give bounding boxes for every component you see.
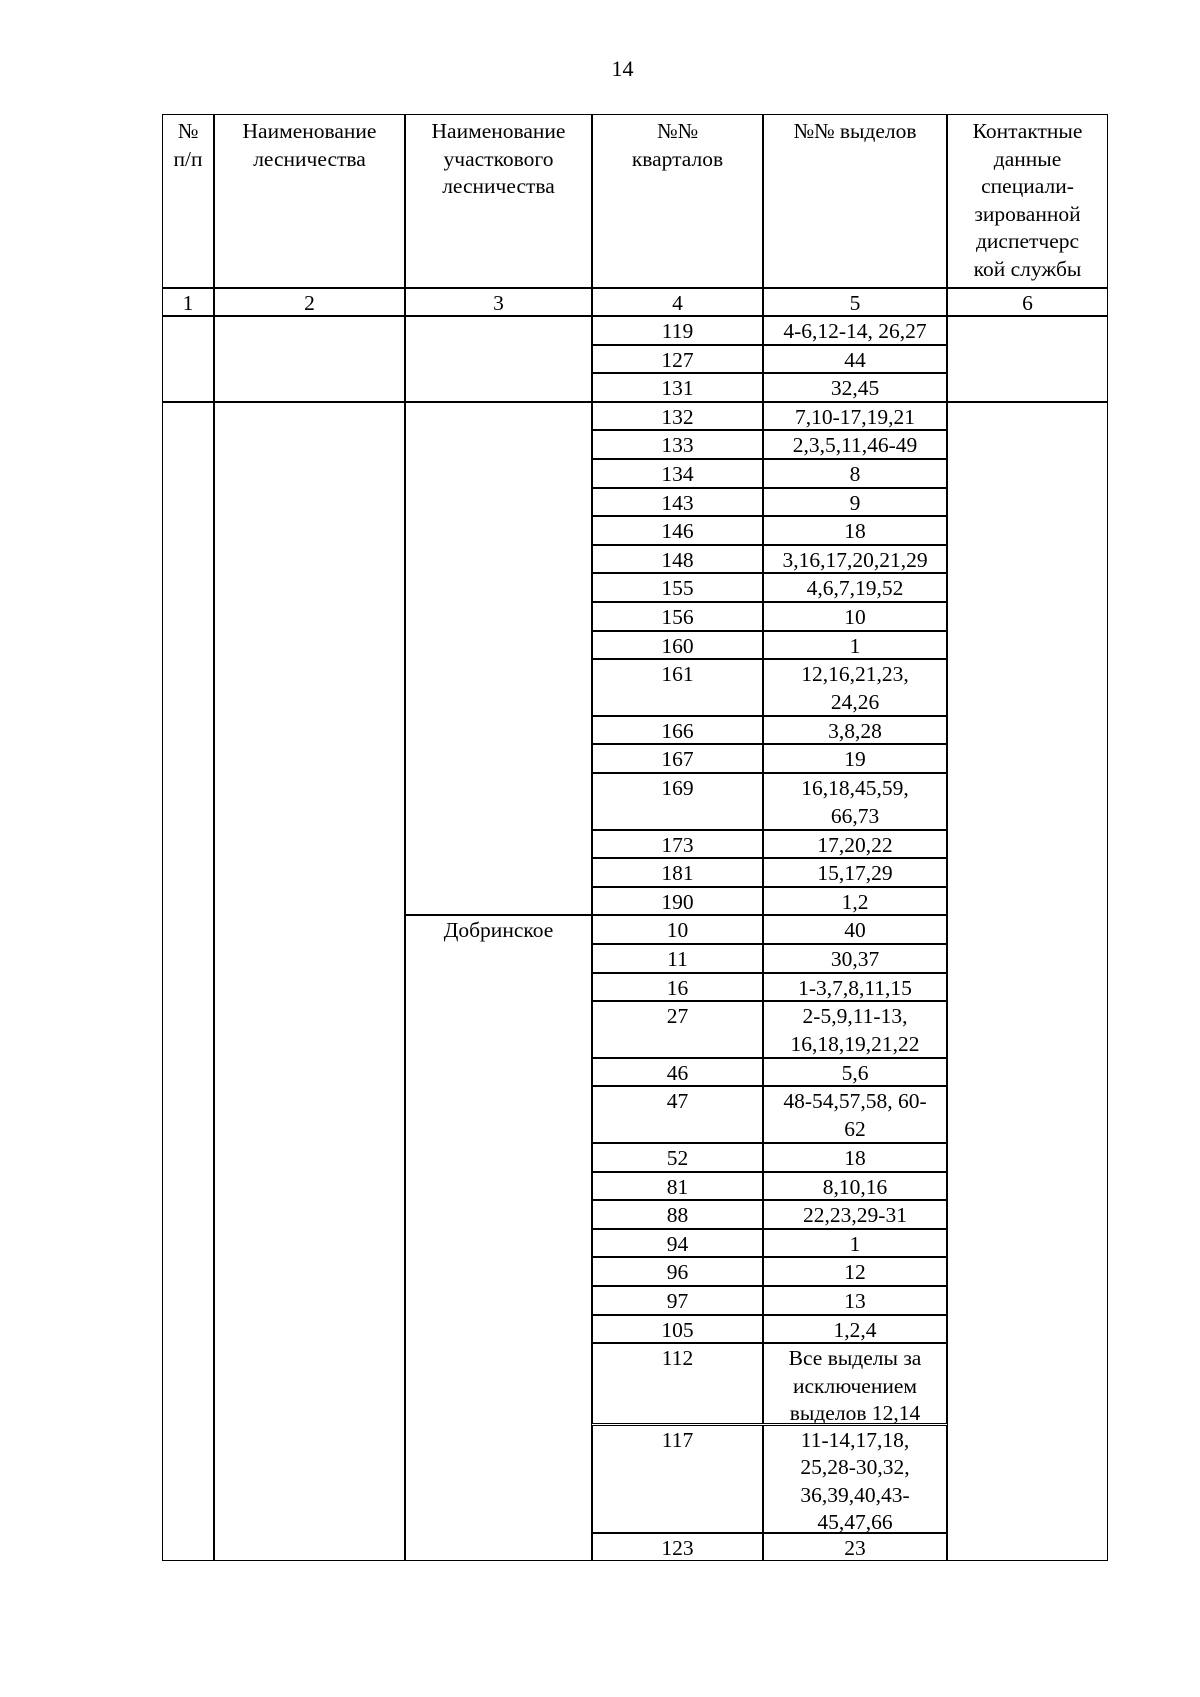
kvartal-cell: 117 <box>592 1425 763 1533</box>
kvartal-cell: 97 <box>592 1286 763 1315</box>
vydely-cell: 12,16,21,23, 24,26 <box>763 659 947 716</box>
vydely-cell: 9 <box>763 488 947 517</box>
kvartal-cell: 146 <box>592 516 763 545</box>
kvartal-cell: 133 <box>592 430 763 459</box>
kvartal-cell: 112 <box>592 1343 763 1424</box>
vydely-cell: 8 <box>763 459 947 488</box>
vydely-cell: 22,23,29-31 <box>763 1200 947 1229</box>
kvartal-cell: 167 <box>592 744 763 773</box>
kvartal-cell: 127 <box>592 345 763 374</box>
kvartal-cell: 131 <box>592 373 763 402</box>
vydely-cell: 4-6,12-14, 26,27 <box>763 316 947 345</box>
header-col2: Наименование лесничества <box>214 114 405 288</box>
vydely-cell: 23 <box>763 1533 947 1562</box>
vydely-cell: 1 <box>763 1229 947 1258</box>
vydely-cell: 11-14,17,18, 25,28-30,32, 36,39,40,43- 45,47,66 <box>763 1425 947 1533</box>
vydely-cell: 4,6,7,19,52 <box>763 573 947 602</box>
kvartal-cell: 156 <box>592 602 763 631</box>
section-a-contacts <box>947 316 1108 402</box>
vydely-cell: 1,2,4 <box>763 1315 947 1344</box>
vydely-cell: 3,8,28 <box>763 716 947 745</box>
column-number: 3 <box>405 288 592 316</box>
kvartal-cell: 16 <box>592 973 763 1002</box>
vydely-cell: 2,3,5,11,46-49 <box>763 430 947 459</box>
section-a-number <box>162 316 214 402</box>
kvartal-cell: 47 <box>592 1086 763 1143</box>
vydely-cell: 16,18,45,59, 66,73 <box>763 773 947 830</box>
kvartal-cell: 119 <box>592 316 763 345</box>
kvartal-cell: 94 <box>592 1229 763 1258</box>
page-number: 14 <box>611 56 634 81</box>
vydely-cell: 32,45 <box>763 373 947 402</box>
vydely-cell: 13 <box>763 1286 947 1315</box>
vydely-cell: 1-3,7,8,11,15 <box>763 973 947 1002</box>
kvartal-cell: 181 <box>592 858 763 887</box>
header-col3: Наименование участкового лесничества <box>405 114 592 288</box>
kvartal-cell: 155 <box>592 573 763 602</box>
header-col1: № п/п <box>162 114 214 288</box>
kvartal-cell: 169 <box>592 773 763 830</box>
vydely-cell: 48-54,57,58, 60- 62 <box>763 1086 947 1143</box>
kvartal-cell: 11 <box>592 944 763 973</box>
kvartal-cell: 132 <box>592 402 763 431</box>
vydely-cell: 8,10,16 <box>763 1172 947 1201</box>
kvartal-cell: 10 <box>592 915 763 944</box>
vydely-cell: 18 <box>763 516 947 545</box>
vydely-cell: 19 <box>763 744 947 773</box>
kvartal-cell: 88 <box>592 1200 763 1229</box>
kvartal-cell: 173 <box>592 830 763 859</box>
kvartal-cell: 81 <box>592 1172 763 1201</box>
kvartal-cell: 134 <box>592 459 763 488</box>
kvartal-cell: 143 <box>592 488 763 517</box>
column-number: 2 <box>214 288 405 316</box>
vydely-cell: 7,10-17,19,21 <box>763 402 947 431</box>
kvartal-cell: 52 <box>592 1143 763 1172</box>
vydely-cell: 15,17,29 <box>763 858 947 887</box>
vydely-cell: Все выделы за исключением выделов 12,14 <box>763 1343 947 1424</box>
section-b-contacts <box>947 402 1108 1562</box>
kvartal-cell: 190 <box>592 887 763 916</box>
vydely-cell: 5,6 <box>763 1058 947 1087</box>
column-number: 5 <box>763 288 947 316</box>
header-col4: №№ кварталов <box>592 114 763 288</box>
vydely-cell: 1,2 <box>763 887 947 916</box>
vydely-cell: 3,16,17,20,21,29 <box>763 545 947 574</box>
section-a-lesnichestvo <box>214 316 405 402</box>
section-a-uchastkovoe <box>405 316 592 402</box>
vydely-cell: 40 <box>763 915 947 944</box>
section-b-uchastkovoe-1 <box>405 402 592 916</box>
section-b-number <box>162 402 214 1562</box>
vydely-cell: 12 <box>763 1257 947 1286</box>
vydely-cell: 1 <box>763 631 947 660</box>
kvartal-cell: 166 <box>592 716 763 745</box>
kvartal-cell: 27 <box>592 1001 763 1058</box>
kvartal-cell: 105 <box>592 1315 763 1344</box>
header-col6: Контактные данные специали- зированной диспетчерс кой службы <box>947 114 1108 288</box>
vydely-cell: 44 <box>763 345 947 374</box>
kvartal-cell: 96 <box>592 1257 763 1286</box>
kvartal-cell: 160 <box>592 631 763 660</box>
vydely-cell: 17,20,22 <box>763 830 947 859</box>
section-b-lesnichestvo <box>214 402 405 1562</box>
vydely-cell: 10 <box>763 602 947 631</box>
kvartal-cell: 148 <box>592 545 763 574</box>
vydely-cell: 18 <box>763 1143 947 1172</box>
vydely-cell: 30,37 <box>763 944 947 973</box>
column-number: 4 <box>592 288 763 316</box>
column-number: 1 <box>162 288 214 316</box>
column-number: 6 <box>947 288 1108 316</box>
kvartal-cell: 46 <box>592 1058 763 1087</box>
section-b-uchastkovoe-dobrinskoe: Добринское <box>405 915 592 1561</box>
kvartal-cell: 161 <box>592 659 763 716</box>
vydely-cell: 2-5,9,11-13, 16,18,19,21,22 <box>763 1001 947 1058</box>
header-col5: №№ выделов <box>763 114 947 288</box>
kvartal-cell: 123 <box>592 1533 763 1562</box>
